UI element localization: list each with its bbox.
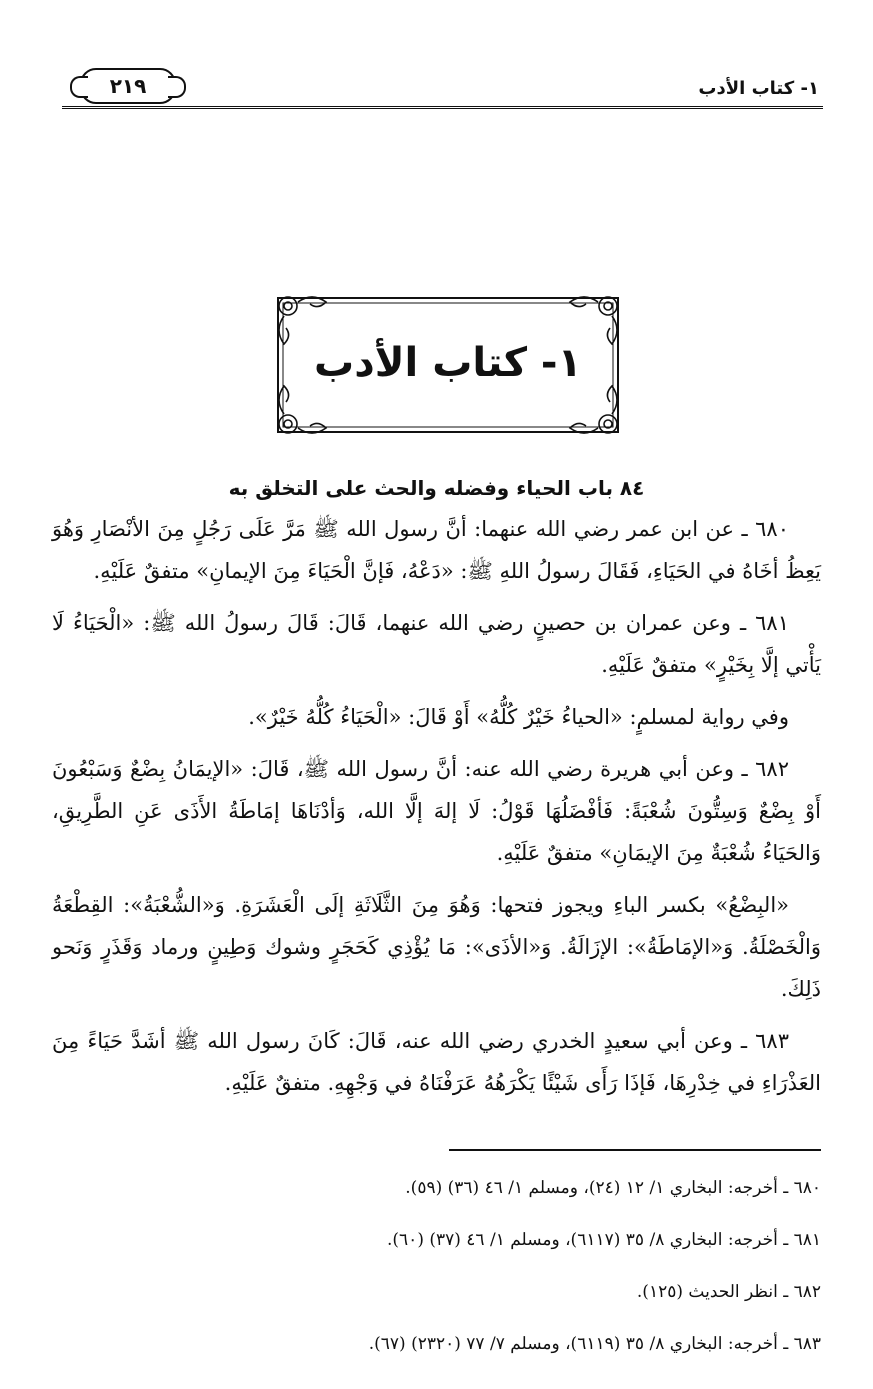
hadith-682-glossary: «البِضْعُ» بكسر الباءِ ويجوز فتحها: وَهُوَ مِنَ الثَّلَاثَةِ إلَى الْعَشَرَةِ. وَ«الشُّعْبَةُ»: القِطْعَةُ وَالْخَصْلَةُ. وَ«الإمَاطَةُ»: الإزَالَةُ. وَ«الأذَى»: مَا يُؤْذِي كَحَجَرٍ وشوك وَطِينٍ ورماد وَقَذَرٍ وَنَحو ذَلِكَ. bbox=[52, 893, 821, 1001]
main-text bbox=[52, 470, 821, 1114]
footnote-680: ٦٨٠ ـ أخرجه: البخاري ١/ ١٢ (٢٤)، ومسلم ١/ ٤٦ (٣٦) (٥٩). bbox=[405, 1178, 821, 1198]
chapter-heading: ٨٤ باب الحياء وفضله والحث على التخلق به bbox=[228, 476, 645, 500]
hadith-682: ٦٨٢ ـ وعن أبي هريرة رضي الله عنه: أنَّ رسول الله ﷺ، قَالَ: «الإيمَانُ بِضْعٌ وَسَبْعُونَ أَوْ بِضْعٌ وَسِتُّونَ شُعْبَةً: فَأفْضَلُهَا قَوْلُ: لَا إلهَ إلَّا الله، وَأدْنَاهَا إمَاطَةُ الأَذَى عَنِ الطَّرِيقِ، وَالحَيَاءُ شُعْبَةٌ مِنَ الإيمَانِ» متفقٌ عَلَيْهِ. bbox=[52, 757, 821, 865]
running-header bbox=[62, 66, 823, 110]
hadith-681-variant: وفي رواية لمسلمٍ: «الحياءُ خَيْرٌ كُلُّهُ» أَوْ قَالَ: «الْحَيَاءُ كُلُّهُ خَيْرٌ». bbox=[248, 705, 789, 729]
book-title: ١- كتاب الأدب bbox=[314, 340, 582, 386]
page-number: ٢١٩ bbox=[80, 68, 176, 104]
footnote-681: ٦٨١ ـ أخرجه: البخاري ٨/ ٣٥ (٦١١٧)، ومسلم ١/ ٤٦ (٣٧) (٦٠). bbox=[387, 1230, 821, 1250]
running-title: ١- كتاب الأدب bbox=[698, 78, 819, 99]
header-rule bbox=[62, 106, 823, 109]
footnote-rule bbox=[449, 1149, 821, 1151]
hadith-680: ٦٨٠ ـ عن ابن عمر رضي الله عنهما: أنَّ رسول الله ﷺ مَرَّ عَلَى رَجُلٍ مِنَ الأنْصَارِ وَهُوَ يَعِظُ أخَاهُ في الحَيَاءِ، فَقَالَ رسولُ اللهِ ﷺ: «دَعْهُ، فَإنَّ الْحَيَاءَ مِنَ الإيمانِ» متفقٌ عَلَيْهِ. bbox=[52, 517, 821, 583]
footnote-683: ٦٨٣ ـ أخرجه: البخاري ٨/ ٣٥ (٦١١٩)، ومسلم ٧/ ٧٧ (٢٣٢٠) (٦٧). bbox=[368, 1334, 821, 1354]
hadith-683: ٦٨٣ ـ وعن أبي سعيدٍ الخدري رضي الله عنه، قَالَ: كَانَ رسول الله ﷺ أشَدَّ حَيَاءً مِنَ العَذْرَاءِ في خِدْرِهَا، فَإذَا رَأَى شَيْئًا يَكْرَهُهُ عَرَفْنَاهُ في وَجْهِهِ. متفقٌ عَلَيْهِ. bbox=[52, 1029, 821, 1095]
hadith-681: ٦٨١ ـ وعن عمران بن حصينٍ رضي الله عنهما، قَالَ: قَالَ رسولُ الله ﷺ: «الْحَيَاءُ لَا يَأْتي إلَّا بِخَيْرٍ» متفقٌ عَلَيْهِ. bbox=[52, 611, 821, 677]
footnote-682: ٦٨٢ ـ انظر الحديث (١٢٥). bbox=[636, 1282, 821, 1302]
footnotes bbox=[52, 1162, 821, 1370]
title-frame bbox=[272, 290, 624, 440]
